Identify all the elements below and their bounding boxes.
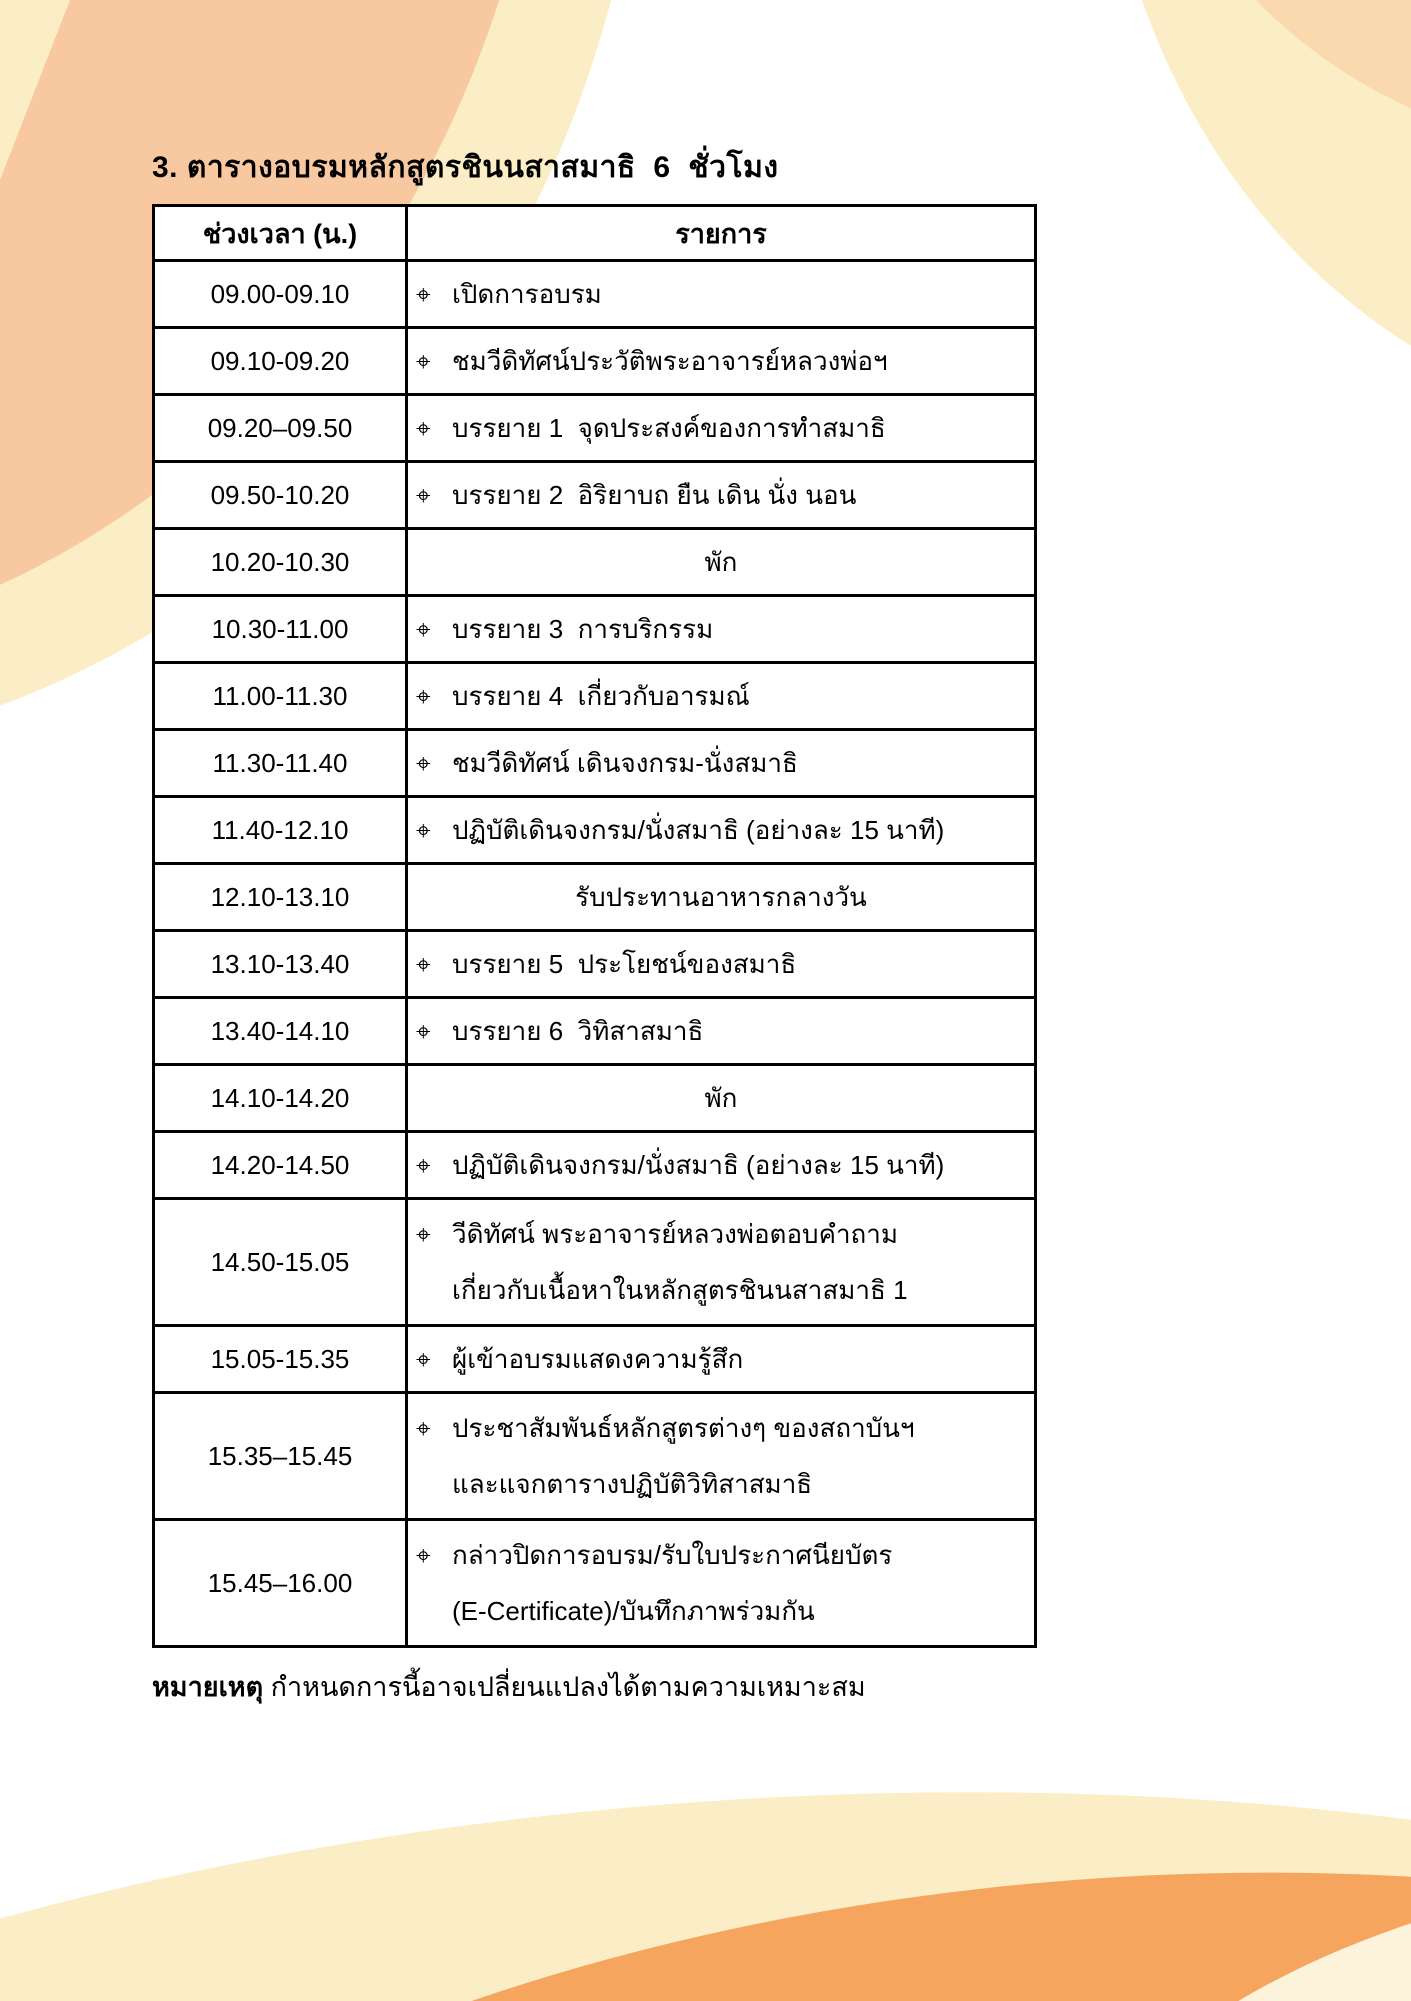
- crosshair-bullet-icon: ⌖: [416, 614, 431, 644]
- crosshair-bullet-icon: ⌖: [416, 1344, 431, 1374]
- item-cell: [407, 1132, 1036, 1199]
- time-cell: 15.35–15.45: [154, 1393, 407, 1520]
- item-cell: [407, 529, 1036, 596]
- table-row: [154, 328, 1036, 395]
- time-cell: 09.50-10.20: [154, 462, 407, 529]
- column-header-item: รายการ: [407, 206, 1036, 261]
- footnote-text: กำหนดการนี้อาจเปลี่ยนแปลงได้ตามความเหมาะสม: [270, 1672, 866, 1702]
- table-row: [154, 529, 1036, 596]
- crosshair-bullet-icon: ⌖: [416, 1016, 431, 1046]
- item-text: ชมวีดิทัศน์ประวัติพระอาจารย์หลวงพ่อฯ: [452, 346, 888, 376]
- item-text: บรรยาย 4 เกี่ยวกับอารมณ์: [452, 681, 750, 711]
- table-row: [154, 1132, 1036, 1199]
- item-cell: [407, 1199, 1036, 1326]
- table-row: [154, 1393, 1036, 1520]
- table-row: [154, 395, 1036, 462]
- crosshair-bullet-icon: ⌖: [416, 949, 431, 979]
- item-cell: [407, 1520, 1036, 1647]
- item-cell: [407, 797, 1036, 864]
- table-row: [154, 931, 1036, 998]
- crosshair-bullet-icon: ⌖: [416, 1150, 431, 1180]
- table-row: [154, 998, 1036, 1065]
- item-text: และแจกตารางปฏิบัติวิทิสาสมาธิ: [452, 1469, 813, 1499]
- item-text: ผู้เข้าอบรมแสดงความรู้สึก: [452, 1344, 744, 1374]
- table-row: [154, 462, 1036, 529]
- time-cell: 14.50-15.05: [154, 1199, 407, 1326]
- time-cell: 13.10-13.40: [154, 931, 407, 998]
- table-row: [154, 261, 1036, 328]
- schedule-table: [152, 204, 1037, 1648]
- item-cell: [407, 864, 1036, 931]
- item-text: พัก: [704, 547, 738, 577]
- time-cell: 14.10-14.20: [154, 1065, 407, 1132]
- time-cell: 11.00-11.30: [154, 663, 407, 730]
- item-cell: [407, 328, 1036, 395]
- item-cell: [407, 1326, 1036, 1393]
- item-cell: [407, 261, 1036, 328]
- item-text: พัก: [704, 1083, 738, 1113]
- item-text: บรรยาย 5 ประโยชน์ของสมาธิ: [452, 949, 797, 979]
- item-cell: [407, 730, 1036, 797]
- table-row: [154, 1199, 1036, 1326]
- time-cell: 13.40-14.10: [154, 998, 407, 1065]
- item-text: ชมวีดิทัศน์ เดินจงกรม-นั่งสมาธิ: [452, 748, 798, 778]
- table-row: [154, 730, 1036, 797]
- table-row: [154, 1520, 1036, 1647]
- time-cell: 15.05-15.35: [154, 1326, 407, 1393]
- item-cell: [407, 931, 1036, 998]
- crosshair-bullet-icon: ⌖: [416, 413, 431, 443]
- item-cell: [407, 1393, 1036, 1520]
- time-cell: 14.20-14.50: [154, 1132, 407, 1199]
- time-cell: 09.10-09.20: [154, 328, 407, 395]
- time-cell: 11.40-12.10: [154, 797, 407, 864]
- item-text: รับประทานอาหารกลางวัน: [575, 882, 867, 912]
- crosshair-bullet-icon: ⌖: [416, 1413, 431, 1443]
- crosshair-bullet-icon: ⌖: [416, 1540, 431, 1570]
- crosshair-bullet-icon: ⌖: [416, 681, 431, 711]
- crosshair-bullet-icon: ⌖: [416, 346, 431, 376]
- page-title: 3. ตารางอบรมหลักสูตรชินนสาสมาธิ 6 ชั่วโมง: [152, 151, 779, 184]
- table-row: [154, 864, 1036, 931]
- item-text: บรรยาย 1 จุดประสงค์ของการทำสมาธิ: [452, 413, 886, 443]
- table-row: [154, 1326, 1036, 1393]
- footnote-label: หมายเหตุ: [152, 1672, 264, 1702]
- table-row: [154, 596, 1036, 663]
- page-content: [152, 150, 1042, 1705]
- item-text: ประชาสัมพันธ์หลักสูตรต่างๆ ของสถาบันฯ: [452, 1413, 915, 1443]
- crosshair-bullet-icon: ⌖: [416, 748, 431, 778]
- item-text: วีดิทัศน์ พระอาจารย์หลวงพ่อตอบคำถาม: [452, 1219, 899, 1249]
- item-cell: [407, 462, 1036, 529]
- table-header-row: [154, 206, 1036, 261]
- time-cell: 12.10-13.10: [154, 864, 407, 931]
- time-cell: 11.30-11.40: [154, 730, 407, 797]
- table-row: [154, 797, 1036, 864]
- crosshair-bullet-icon: ⌖: [416, 480, 431, 510]
- item-cell: [407, 998, 1036, 1065]
- footnote: [152, 1670, 1042, 1705]
- column-header-time: ช่วงเวลา (น.): [154, 206, 407, 261]
- crosshair-bullet-icon: ⌖: [416, 1219, 431, 1249]
- item-text: (E-Certificate)/บันทึกภาพร่วมกัน: [452, 1596, 815, 1626]
- item-cell: [407, 663, 1036, 730]
- time-cell: 10.30-11.00: [154, 596, 407, 663]
- item-text: บรรยาย 3 การบริกรรม: [452, 614, 714, 644]
- item-text: เกี่ยวกับเนื้อหาในหลักสูตรชินนสาสมาธิ 1: [452, 1275, 908, 1305]
- item-text: ปฏิบัติเดินจงกรม/นั่งสมาธิ (อย่างละ 15 นาที): [452, 815, 945, 845]
- time-cell: 09.00-09.10: [154, 261, 407, 328]
- table-row: [154, 1065, 1036, 1132]
- item-text: เปิดการอบรม: [452, 279, 602, 309]
- item-cell: [407, 596, 1036, 663]
- item-text: กล่าวปิดการอบรม/รับใบประกาศนียบัตร: [452, 1540, 893, 1570]
- crosshair-bullet-icon: ⌖: [416, 815, 431, 845]
- item-cell: [407, 1065, 1036, 1132]
- crosshair-bullet-icon: ⌖: [416, 279, 431, 309]
- time-cell: 09.20–09.50: [154, 395, 407, 462]
- item-text: ปฏิบัติเดินจงกรม/นั่งสมาธิ (อย่างละ 15 นาที): [452, 1150, 945, 1180]
- item-text: บรรยาย 2 อิริยาบถ ยืน เดิน นั่ง นอน: [452, 480, 857, 510]
- time-cell: 10.20-10.30: [154, 529, 407, 596]
- time-cell: 15.45–16.00: [154, 1520, 407, 1647]
- item-text: บรรยาย 6 วิทิสาสมาธิ: [452, 1016, 704, 1046]
- item-cell: [407, 395, 1036, 462]
- table-row: [154, 663, 1036, 730]
